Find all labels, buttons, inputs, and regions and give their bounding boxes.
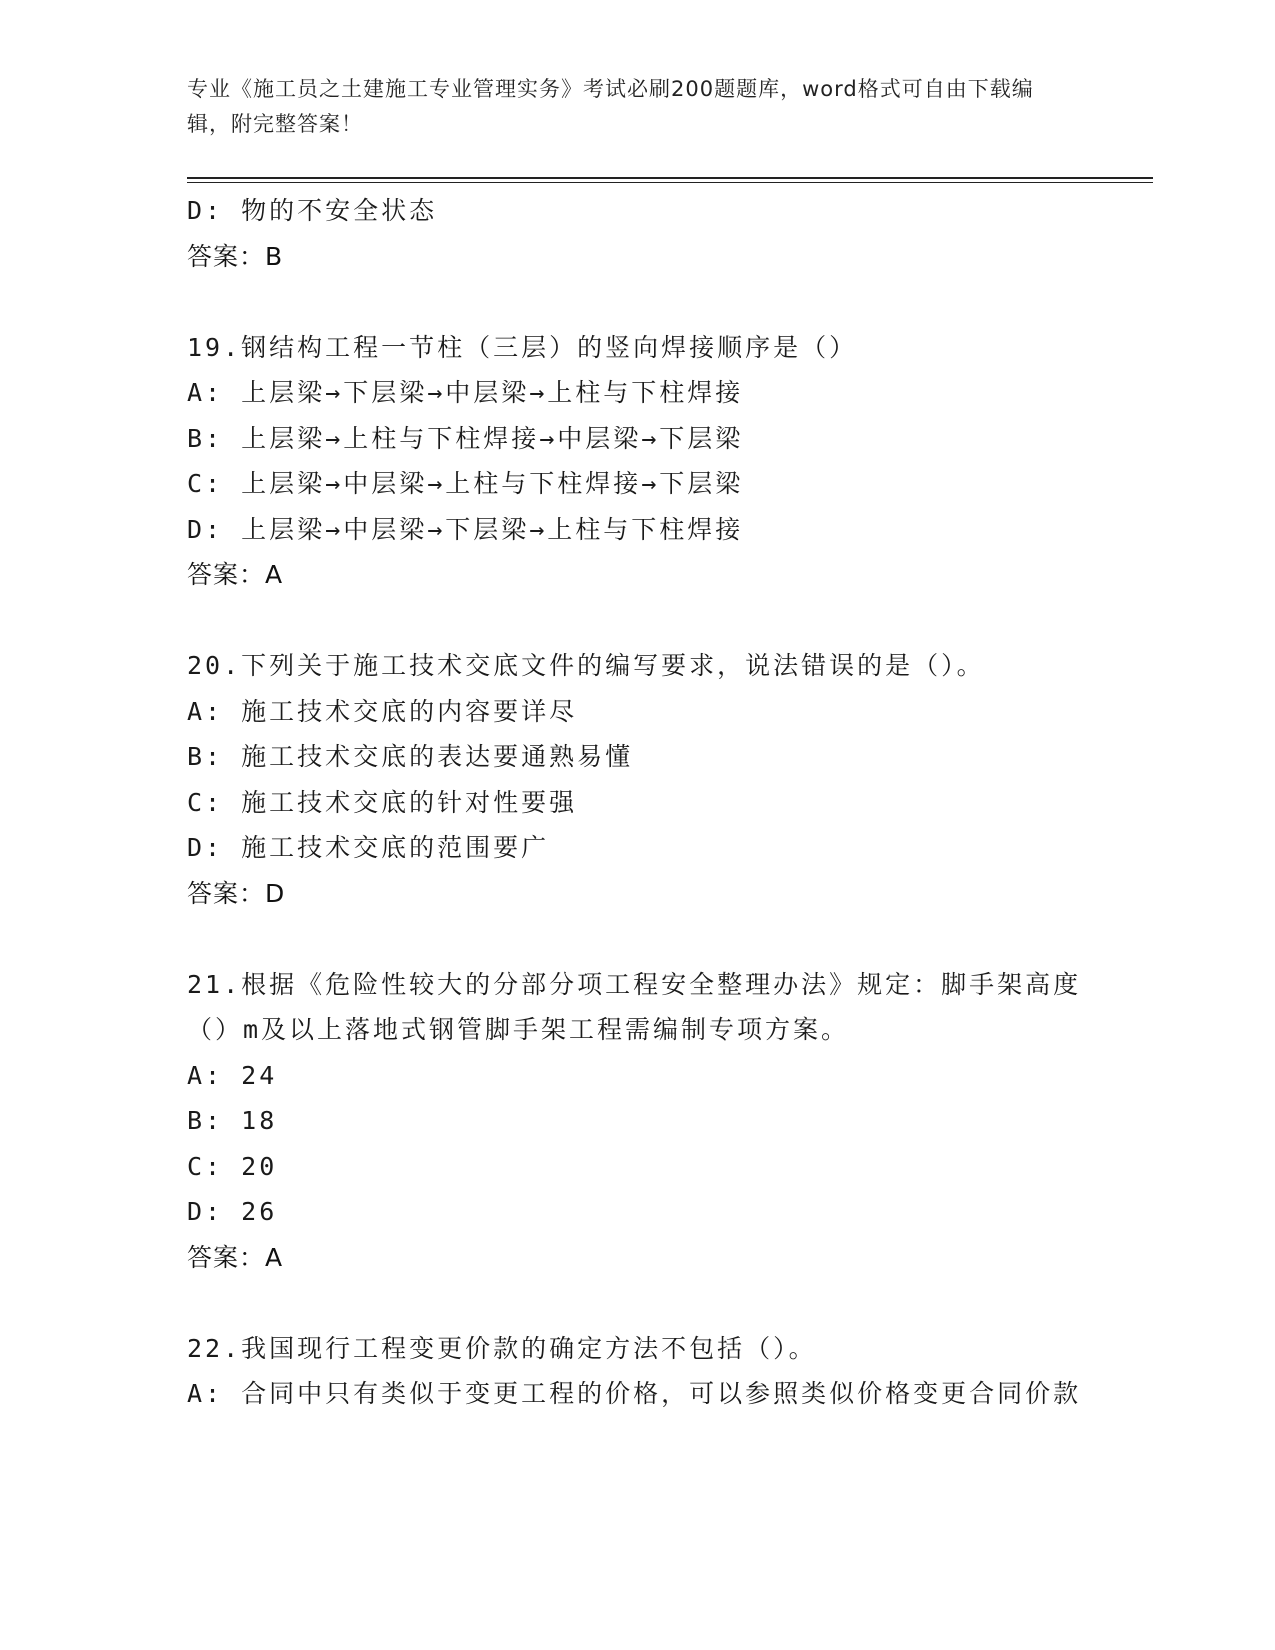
option-a: A: 合同中只有类似于变更工程的价格，可以参照类似价格变更合同价款 bbox=[187, 1379, 1082, 1408]
question-19 bbox=[187, 325, 1087, 598]
option-a: A: 24 bbox=[187, 1060, 278, 1090]
header-rule-thick bbox=[187, 177, 1153, 179]
option-d: D: 上层梁→中层梁→下层梁→上柱与下柱焊接 bbox=[187, 514, 744, 544]
option-b: B: 18 bbox=[187, 1106, 278, 1135]
answer: 答案：A bbox=[187, 560, 284, 589]
option-d: D: 施工技术交底的范围要广 bbox=[187, 833, 550, 862]
header-rule-thin bbox=[187, 182, 1153, 183]
option-a: A: 施工技术交底的内容要详尽 bbox=[187, 696, 578, 726]
option-b: B: 施工技术交底的表达要通熟易懂 bbox=[187, 742, 634, 771]
spacer bbox=[187, 916, 1087, 962]
question-stem: 20.下列关于施工技术交底文件的编写要求，说法错误的是（）。 bbox=[187, 651, 985, 680]
question-stem: 21.根据《危险性较大的分部分项工程安全整理办法》规定：脚手架高度（）m及以上落地式钢管脚手架工程需编制专项方案。 bbox=[187, 969, 1082, 1044]
question-content bbox=[187, 188, 1087, 1417]
option-c: C: 20 bbox=[187, 1151, 278, 1181]
question-21 bbox=[187, 962, 1087, 1281]
question-22 bbox=[187, 1326, 1087, 1417]
answer: 答案：A bbox=[187, 1242, 284, 1272]
spacer bbox=[187, 279, 1087, 325]
option-c: C: 施工技术交底的针对性要强 bbox=[187, 787, 578, 817]
option-c: C: 上层梁→中层梁→上柱与下柱焊接→下层梁 bbox=[187, 469, 744, 498]
question-20 bbox=[187, 643, 1087, 916]
option-b: B: 上层梁→上柱与下柱焊接→中层梁→下层梁 bbox=[187, 423, 744, 453]
question-stem: 22.我国现行工程变更价款的确定方法不包括（）。 bbox=[187, 1333, 817, 1363]
document-header: 专业《施工员之土建施工专业管理实务》考试必刷200题题库，word格式可自由下载编辑，附完整答案！ bbox=[187, 77, 1034, 136]
option-a: A: 上层梁→下层梁→中层梁→上柱与下柱焊接 bbox=[187, 378, 744, 407]
option-d-prev: D: 物的不安全状态 bbox=[187, 196, 438, 225]
spacer bbox=[187, 1280, 1087, 1326]
question-stem: 19.钢结构工程一节柱（三层）的竖向焊接顺序是（） bbox=[187, 332, 858, 362]
spacer bbox=[187, 598, 1087, 644]
answer: 答案：D bbox=[187, 878, 286, 908]
option-d: D: 26 bbox=[187, 1197, 278, 1226]
answer-prev: 答案：B bbox=[187, 241, 284, 271]
